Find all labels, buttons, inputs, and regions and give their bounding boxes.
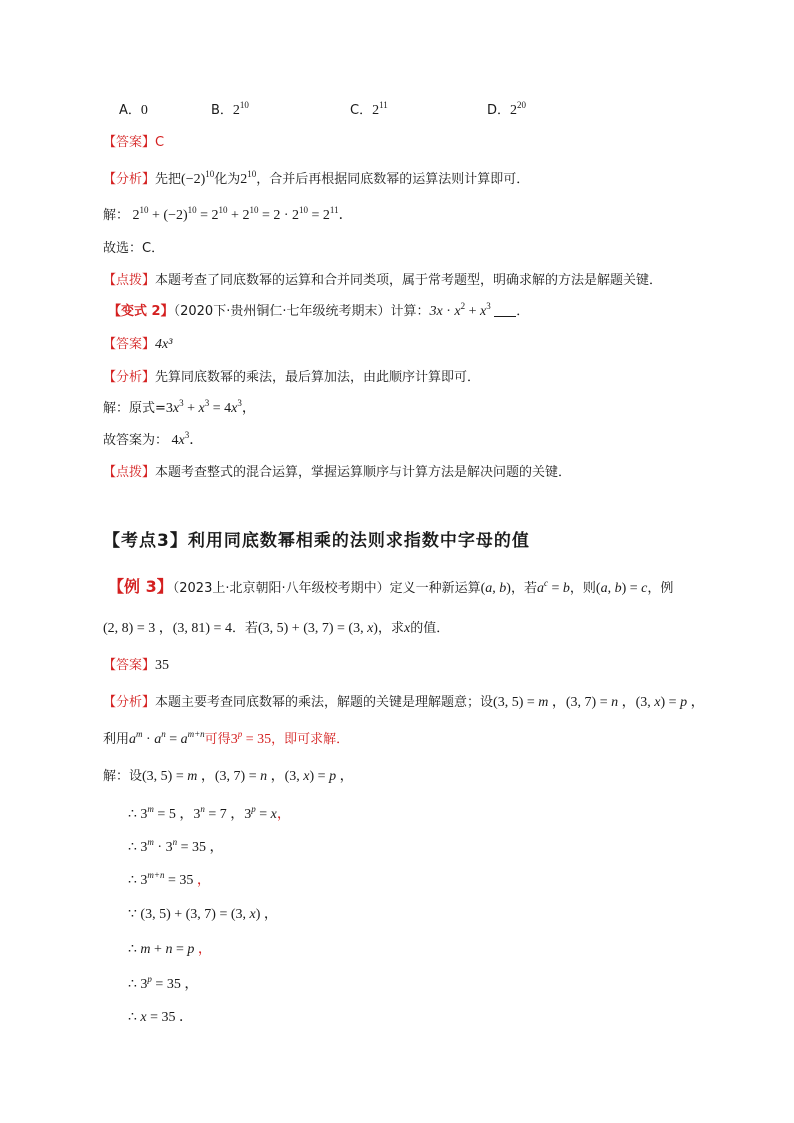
- option-d: [487, 102, 526, 120]
- option-a: [119, 102, 148, 120]
- formula: $3x \cdot x^2 + x^3$: [429, 301, 491, 319]
- q1-tip: 【点拨】本题考查了同底数幂的运算和合并同类项，属于常考题型，明确求解的方法是解题关键．: [103, 273, 663, 288]
- option-b: [211, 102, 249, 120]
- solution-step-3: ∴ $3^{m+n} = 35$ ，: [128, 870, 211, 888]
- solution-step-1: ∴ $3^m = 5$ ，$3^n = 7$ ，$3^p = x$，: [128, 804, 291, 822]
- formula: $3^p = 35$: [230, 729, 272, 747]
- solution-step-7: ∴ x = 35 ．: [128, 1010, 194, 1025]
- variant2-question: 【变式 2】（2020下·贵州铜仁·七年级统考期末）计算：$3x \cdot x^2 + x^3$ ．: [108, 301, 530, 319]
- formula: $3x^3 + x^3 = 4x^3$，: [165, 398, 256, 416]
- answer-tag: 【答案】: [103, 135, 156, 150]
- answer-tag: 【答案】: [103, 658, 156, 673]
- option-label: C．: [350, 103, 373, 118]
- option-label: D．: [487, 103, 511, 118]
- tip-tag: 【点拨】: [103, 273, 156, 288]
- variant2-solution: 解：原式$=3x^3 + x^3 = 4x^3$，: [103, 398, 256, 416]
- formula: (3, 5) + (3, 7) = (3, x): [257, 621, 378, 636]
- formula: (2, 8) = 3 ，(3, 81) = 4: [103, 621, 232, 636]
- example3-solution: 解：设(3, 5) = m ，(3, 7) = n ，(3, x) = p ，: [103, 769, 354, 784]
- analysis-tag: 【分析】: [103, 370, 156, 385]
- example-tag: 【例 3】: [108, 577, 173, 596]
- variant2-analysis: 【分析】先算同底数幂的乘法，最后算加法，由此顺序计算即可．: [103, 370, 481, 385]
- answer-value: 4x³: [155, 337, 173, 352]
- formula: $(-2)^{10}$: [181, 169, 215, 187]
- q1-answer: [103, 134, 164, 152]
- answer-tag: 【答案】: [103, 337, 156, 352]
- formula: $2^{10} + (-2)^{10} = 2^{10} + 2^{10} = 2 \cdot 2^{10} = 2^{11}$．: [129, 205, 353, 223]
- option-label: B．: [211, 103, 233, 118]
- answer-value: C: [155, 135, 165, 150]
- variant2-tip: 【点拨】本题考查整式的混合运算，掌握运算顺序与计算方法是解决问题的关键．: [103, 465, 572, 480]
- example3-analysis: 【分析】本题主要考查同底数幂的乘法，解题的关键是理解题意；设(3, 5) = m ，(3, 7) = n ，(3, x) = p ，: [103, 695, 705, 710]
- formula: x: [403, 621, 411, 636]
- solution-step-5: ∴ m + n = p ，: [128, 942, 212, 957]
- solution-step-2: ∴ $3^m \cdot 3^n = 35$ ，: [128, 837, 224, 855]
- solution-step-4: ∵ (3, 5) + (3, 7) = (3, x) ，: [128, 907, 278, 922]
- formula: $4x^3$．: [168, 430, 204, 448]
- option-value: $2^{20}$: [510, 100, 527, 118]
- formula: $2^{10}$: [240, 169, 257, 187]
- section-heading: 【考点3】利用同底数幂相乘的法则求指数中字母的值: [103, 531, 530, 551]
- q1-solution: 解： $2^{10} + (-2)^{10} = 2^{10} + 2^{10} = 2 \cdot 2^{10} = 2^{11}$．: [103, 205, 353, 223]
- example3-analysis-cont: 利用$a^m \cdot a^n = a^{m+n}$可得$3^p = 35$，即可求解．: [103, 729, 350, 747]
- option-value: $2^{11}$: [372, 100, 388, 118]
- q1-analysis: 【分析】先把$(-2)^{10}$化为$2^{10}$，合并后再根据同底数幂的运算法则计算即可．: [103, 169, 530, 187]
- analysis-tag: 【分析】: [103, 695, 156, 710]
- formula: (a, b): [480, 581, 511, 596]
- option-value: $2^{10}$: [232, 100, 249, 118]
- formula: (3, 5) = m ，(3, 7) = n ，(3, x) = p ，: [493, 695, 705, 710]
- example3-answer: [103, 657, 169, 675]
- option-value: 0: [140, 103, 148, 118]
- option-c: [350, 102, 388, 120]
- option-label: A．: [119, 103, 141, 118]
- solution-step-6: ∴ $3^p = 35$ ，: [128, 974, 199, 992]
- q1-choose: 故选：C．: [103, 241, 165, 256]
- answer-value: 35: [155, 658, 170, 673]
- formula: $a^m \cdot a^n = a^{m+n}$: [129, 729, 205, 747]
- variant-tag: 【变式 2】: [108, 304, 174, 319]
- formula: $a^c = b$: [536, 578, 570, 596]
- formula: (3, 5) = m ，(3, 7) = n ，(3, x) = p ，: [142, 769, 354, 784]
- variant2-result: 故答案为： $4x^3$．: [103, 430, 204, 448]
- example3-question-cont: (2, 8) = 3 ，(3, 81) = 4．若(3, 5) + (3, 7) = (3, x)，求x的值．: [103, 621, 450, 636]
- formula: (a, b) = c: [595, 581, 648, 596]
- variant2-answer: [103, 336, 172, 354]
- example3-question: 【例 3】（2023上·北京朝阳·八年级校考期中）定义一种新运算(a, b)，若$a^c = b$，则(a, b) = c，例: [108, 577, 674, 596]
- tip-tag: 【点拨】: [103, 465, 156, 480]
- analysis-tag: 【分析】: [103, 172, 156, 187]
- answer-blank: [494, 304, 516, 317]
